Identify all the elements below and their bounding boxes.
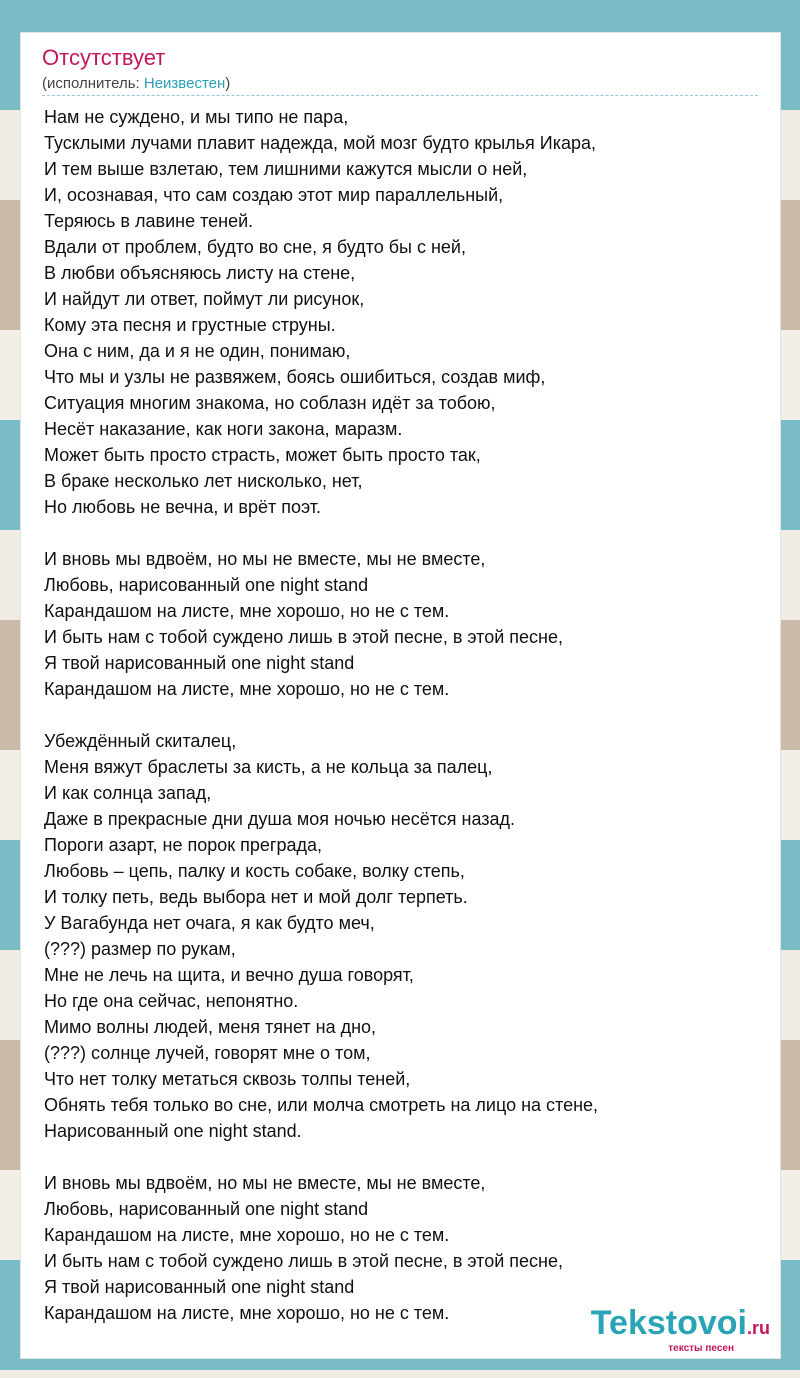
lyric-line: Меня вяжут браслеты за кисть, а не кольца за палец, [44, 757, 493, 777]
lyric-line: И вновь мы вдвоём, но мы не вместе, мы не вместе, [44, 1173, 486, 1193]
title-divider [42, 95, 758, 96]
artist-line [42, 75, 230, 93]
stanza-break [44, 1144, 764, 1170]
logo-tld: .ru [746, 1318, 770, 1338]
lyric-line: Я твой нарисованный one night stand [44, 653, 355, 673]
lyric-line: Может быть просто страсть, может быть просто так, [44, 445, 481, 465]
lyric-line: Мне не лечь на щита, и вечно душа говорят, [44, 965, 414, 985]
lyric-line: Даже в прекрасные дни душа моя ночью несётся назад. [44, 809, 516, 829]
logo-name: Tekstovoi [590, 1304, 747, 1342]
lyric-line: И, осознавая, что сам создаю этот мир параллельный, [44, 185, 504, 205]
lyric-line: Любовь, нарисованный one night stand [44, 575, 369, 595]
lyric-line: Тусклыми лучами плавит надежда, мой мозг будто крылья Икара, [44, 133, 597, 153]
lyric-line: У Вагабунда нет очага, я как будто меч, [44, 913, 375, 933]
lyric-line: И тем выше взлетаю, тем лишними кажутся мысли о ней, [44, 159, 528, 179]
site-logo[interactable] [591, 1306, 770, 1354]
lyric-line: Несёт наказание, как ноги закона, маразм. [44, 419, 403, 439]
lyric-line: Нарисованный one night stand. [44, 1121, 302, 1141]
lyric-line: Кому эта песня и грустные струны. [44, 315, 336, 335]
lyric-line: Она с ним, да и я не один, понимаю, [44, 341, 351, 361]
lyrics-text [44, 104, 764, 1326]
lyric-line: И вновь мы вдвоём, но мы не вместе, мы не вместе, [44, 549, 486, 569]
lyric-line: Карандашом на листе, мне хорошо, но не с тем. [44, 1303, 450, 1323]
artist-link[interactable]: Неизвестен [143, 75, 226, 92]
lyric-line: И быть нам с тобой суждено лишь в этой песне, в этой песне, [44, 627, 563, 647]
lyric-line: И быть нам с тобой суждено лишь в этой песне, в этой песне, [44, 1251, 563, 1271]
lyric-line: В любви объясняюсь листу на стене, [44, 263, 356, 283]
lyric-line: Но где она сейчас, непонятно. [44, 991, 299, 1011]
lyric-line: Я твой нарисованный one night stand [44, 1277, 355, 1297]
lyrics-card [20, 32, 781, 1359]
artist-suffix: ) [225, 75, 231, 92]
lyric-line: Но любовь не вечна, и врёт поэт. [44, 497, 322, 517]
lyric-line: Ситуация многим знакома, но соблазн идёт за тобою, [44, 393, 496, 413]
stanza-break [44, 520, 764, 546]
lyric-line: Пороги азарт, не порок преграда, [44, 835, 323, 855]
lyric-line: Нам не суждено, и мы типо не пара, [44, 107, 349, 127]
lyric-line: Карандашом на листе, мне хорошо, но не с тем. [44, 679, 450, 699]
lyric-line: И найдут ли ответ, поймут ли рисунок, [44, 289, 365, 309]
lyric-line: В браке несколько лет нисколько, нет, [44, 471, 363, 491]
lyric-line: Карандашом на листе, мне хорошо, но не с тем. [44, 601, 450, 621]
lyric-line: Карандашом на листе, мне хорошо, но не с тем. [44, 1225, 450, 1245]
stanza-break [44, 702, 764, 728]
lyric-line: (???) солнце лучей, говорят мне о том, [44, 1043, 371, 1063]
lyric-line: Любовь, нарисованный one night stand [44, 1199, 369, 1219]
song-title: Отсутствует [42, 45, 166, 70]
lyric-line: И толку петь, ведь выбора нет и мой долг терпеть. [44, 887, 468, 907]
artist-prefix: (исполнитель: [42, 75, 144, 92]
lyric-line: Теряюсь в лавине теней. [44, 211, 254, 231]
lyric-line: Убеждённый скиталец, [44, 731, 237, 751]
lyric-line: (???) размер по рукам, [44, 939, 236, 959]
lyric-line: Вдали от проблем, будто во сне, я будто бы с ней, [44, 237, 466, 257]
logo-tagline: тексты песен [668, 1343, 734, 1354]
lyric-line: Что нет толку метаться сквозь толпы теней, [44, 1069, 411, 1089]
lyric-line: Что мы и узлы не развяжем, боясь ошибиться, создав миф, [44, 367, 546, 387]
lyric-line: Любовь – цепь, палку и кость собаке, волку степь, [44, 861, 465, 881]
lyric-line: Обнять тебя только во сне, или молча смотреть на лицо на стене, [44, 1095, 599, 1115]
lyric-line: И как солнца запад, [44, 783, 212, 803]
lyric-line: Мимо волны людей, меня тянет на дно, [44, 1017, 377, 1037]
